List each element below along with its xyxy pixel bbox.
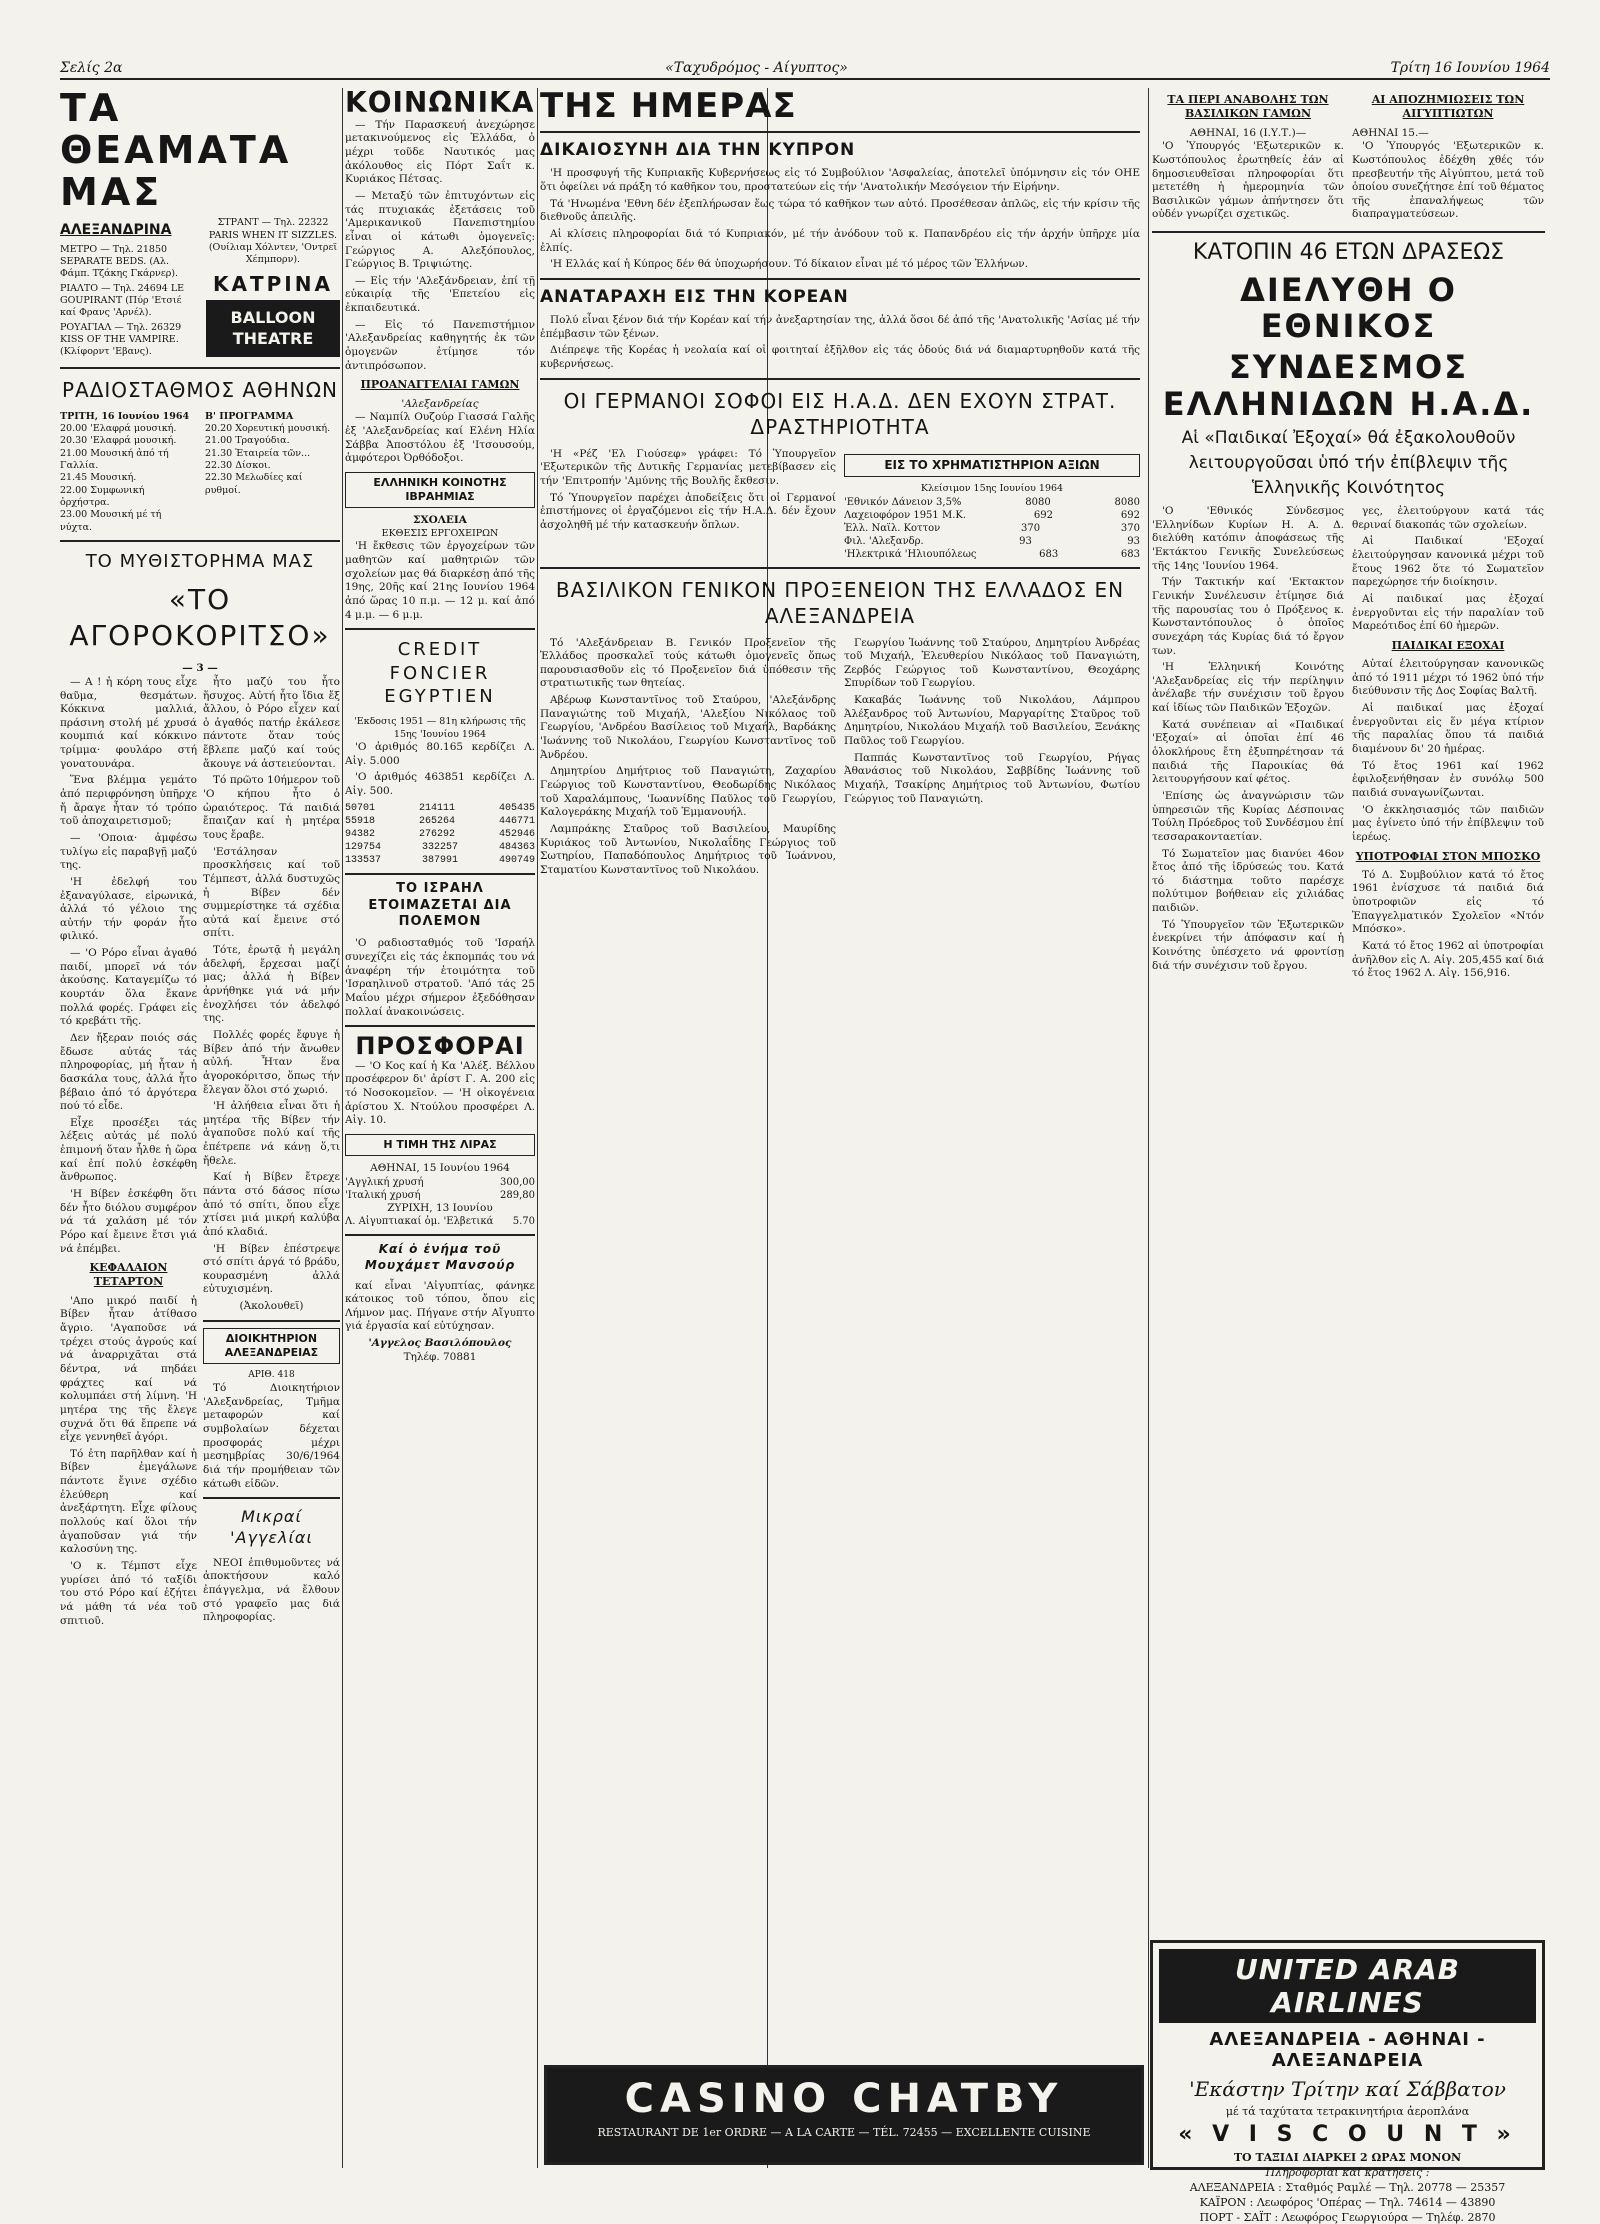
cyprus-paragraph: 'Η προσφυγή τῆς Κυπριακῆς Κυβερνήσεως εἰς τό Συμβούλιον 'Ασφαλείας, ἀποτελεῖ ὑπόμνησιν εἰς τόν ΟΗΕ ὅτι ὀφείλει νά πράξη τό καθῆκον του, προστατεύων εἰς τήν 'Ανατολικήν Μεσόγειον τήν Εἰρήνην.: [540, 167, 1140, 194]
casino-chatby-ad: [544, 2065, 1144, 2165]
community-paragraph: Αἱ παιδικαί μας ἐξοχαί ἐνεργοῦνται εἰς τήν παραλίαν τοῦ Μαρεότιδος ἐπί 60 ἡμερῶν.: [1352, 592, 1544, 633]
consulate-paragraph: Τό 'Αλεξάνδρειαν Β. Γενικόν Προξενεῖον τῆς Ἑλλάδος προσκαλεῖ τούς κάτωθι ὁμογενεῖς ὅπως παρουσιασθοῦν εἰς τό Προξενεῖον διά ὑπόθεσιν τῆς στρατιωτικῆς των θητείας.: [540, 636, 836, 690]
radio-item: 20.00 'Ελαφρά μουσική.: [60, 423, 177, 435]
social-title: ΚΟΙΝΩΝΙΚΑ: [345, 86, 535, 119]
city-heading: ΑΛΕΞΑΝΔΡΙΝΑ: [60, 222, 172, 239]
uaa-portsaid: ΠΟΡΤ - ΣΑΪΤ : Λεωφόρος Γεωργιούρα — Τηλέφ. 2870: [1199, 2211, 1496, 2224]
novel-paragraph: 'Εστάλησαν προσκλήσεις καί τοῦ Τέμπεστ, ἀλλά δυστυχῶς ἡ Βίβεν δέν συμμερίστηκε τά σχέδια αὐτά καί ἔμεινε στό σπίτι.: [203, 845, 340, 940]
offers-text: — 'Ο Κος καί ἡ Κα 'Αλέξ. Βέλλου προσέφερον δι' ἀρίστ Γ. Α. 200 εἰς τό Νοσοκομεῖον. — 'Η οἰκογένεια ἀρίστου Χ. Ντούλου προσφέρει Λ. Αἰγ. 10.: [345, 1059, 535, 1127]
gold-title: Η ΤΙΜΗ ΤΗΣ ΛΙΡΑΣ: [345, 1134, 535, 1156]
novel-paragraph: Ἕνα βλέμμα γεμάτο ἀπό περιφρόνηση ὑπῆρχε ἤ ἄραγε ἦταν τό τρόπο τοῦ ἀποχαιρετισμοῦ;: [60, 774, 197, 828]
gold-row: 'Ιταλική χρυσή 289,80: [345, 1189, 535, 1201]
casino-sub: RESTAURANT DE 1er ORDRE — A LA CARTE — TÉL. 72455 — EXCELLENTE CUISINE: [597, 2126, 1091, 2139]
community-paragraph: 'Επίσης ὡς ἀναγνώρισιν τῶν ὑπηρεσιῶν τῆς Κυρίας Δέσποινας Τούλη Πρόεδρος τοῦ Συνδέσμου ἐπί τεσσαρακονταετίαν.: [1152, 789, 1344, 843]
community-paragraph: 'Ο ἐκκλησιασμός τῶν παιδιῶν μας ἐγίνετο ὑπό τήν ἐπίβλεψιν τοῦ ἱερέως.: [1352, 803, 1544, 843]
school-title: ΣΧΟΛΕΙΑ: [413, 514, 467, 527]
community-title: ΕΛΛΗΝΙΚΗ ΚΟΙΝΟΤΗΣ ΙΒΡΑΗΜΙΑΣ: [345, 472, 535, 509]
today-title: ΤΗΣ ΗΜΕΡΑΣ: [540, 86, 797, 126]
community-paragraph: 'Ο 'Εθνικός Σύνδεσμος 'Ελληνίδων Κυρίων Η. Α. Δ. διελύθη κατόπιν ἀποφάσεως τῆς 'Εκτάκτου Γενικῆς Συνελεύσεως τῆς 14ης 'Ιουνίου 1964.: [1152, 505, 1344, 572]
stock-row: Ἑλλ. Ναϊλ. Κοττον 370 370: [844, 522, 1140, 534]
issue-date: Τρίτη 16 Ιουνίου 1964: [1390, 60, 1550, 76]
cyprus-paragraph: Τά 'Ηνωμένα 'Εθνη δέν ἐξεπλήρωσαν ἕως τώρα τό καθῆκον των αὐτό. Προσέθεσαν ἁπλῶς, εἰς τήν κρίσιν τῆς διεθνοῦς ἀπειλῆς.: [540, 197, 1140, 224]
uaa-info: Πληροφορίαι καί κρατήσεις :: [1265, 2166, 1430, 2179]
novel-paragraph: 'Απο μικρό παιδί ἡ Βίβεν ἦταν ἀτίθασο ἄγριο. 'Αγαποῦσε νά τρέχει στούς ἀγρούς καί νά ἀναρριχᾶται στά δέντρα, νά πηδάει φράχτες καί νά κολυμπάει στή λίμνη. 'Η μητέρα της τῆς ἔλεγε συχνά ὅτι θά ἔπρεπε νά εἶχε γεννηθεῖ ἀγόρι.: [60, 1294, 197, 1444]
mansour-text: καί εἶναι 'Αἰγυπτίας, φάνηκε κάτοικος τοῦ τόπου, ὄπου εἰς Λήμνον μας. Πήγανε στήν Αἴγυπτο γιά ἐργασία καί εὐτύχησαν.: [345, 1279, 535, 1333]
gold-city-2: ΖΥΡΙΧΗ, 13 Ιουνίου: [387, 1201, 493, 1214]
uaa-duration: ΤΟ ΤΑΞΙΔΙ ΔΙΑΡΚΕΙ 2 ΩΡΑΣ ΜΟΝΟΝ: [1233, 2151, 1462, 2164]
cinema-listing: ΜΕΤΡΟ — Τηλ. 21850 SEPARATE BEDS. (Αλ. Φάμπ. Τζάκης Γκάρνερ).: [60, 243, 179, 280]
paper-name: «Ταχυδρόμος - Αίγυπτος»: [665, 60, 848, 76]
stock-row: 'Εθνικόν Δάνειον 3,5% 8080 8080: [844, 496, 1140, 508]
novel-paragraph: Τό ἐτη παρῆλθαν καί ἡ Βίβεν ἐμεγάλωνε πάντοτε ἔγινε σχέδιο ἐλεύθερη καί ἀνεξάρτητη. Εἶχε φίλους πολλούς καί ὅλοι τήν ἀγαποῦσαν γιά τήν καλοσύνη της.: [60, 1447, 197, 1556]
royal-city: ΑΘΗΝΑΙ, 16 (Ι.Υ.Τ.)—: [1189, 126, 1307, 139]
german-paragraph: Τό Ὑπουργεῖον παρέχει ἀποδείξεις ὅτι οἱ Γερμανοί ἐπιστήμονες οἱ ἐργαζόμενοι εἰς τήν Η.Α.Δ. δέν ἔχουν ἀσχοληθῆ μέ τήν κατασκευήν ὅπλων.: [540, 491, 836, 531]
stock-row: Φιλ. 'Αλεξανδρ. 93 93: [844, 535, 1140, 547]
cinema-listing: ΣΤΡΑΝΤ — Τηλ. 22322 PARIS WHEN IT SIZZLES. (Ουίλιαμ Χόλντεν, 'Οντρεϊ Χέπμπορν).: [208, 217, 338, 266]
headline-main: ΔΙΕΛΥΘΗ Ο ΕΘΝΙΚΟΣ: [1240, 270, 1457, 346]
consulate-paragraph: Λαμπράκης Σταῦρος τοῦ Βασιλείου, Μαυρίδης Κυριάκος τοῦ Ἀντωνίου, Νικολαΐδης Γεώργιος τοῦ Σωτηρίου, Παπαδόπουλος Δημήτριος τοῦ Ἰωάννου, Σταματίου Κωνσταντῖνος τοῦ Νικολάου.: [540, 822, 836, 876]
credit-line: 'Ο ἀριθμός 463851 κερδίζει Λ. Αἰγ. 500.: [345, 771, 535, 798]
column-rule: [342, 88, 343, 2168]
cinema-listing: ΡΟΥΑΓΙΑΛ — Τηλ. 26329 KISS OF THE VAMPIRE. (Κλίφορντ 'Εβανς).: [60, 321, 182, 358]
community-paragraph: Αἱ παιδικαί μας ἐξοχαί ἐνεργοῦνται εἰς ἕν μέγα κτίριον τῆς παραλίας ὅπου τά παιδιά διαμένουν δι' 20 ἡμέρας.: [1352, 702, 1544, 756]
novel-paragraph: Καί ἡ Βίβεν ἔτρεχε πάντα στό δάσος πίσω ἀπό τό σπίτι, ὅπου εἶχε χτίσει μιά μικρή καλύβα ἀπό κλαδιά.: [203, 1171, 340, 1238]
cyprus-paragraph: 'Η Ελλάς καί ἡ Κύπρος δέν θά ὑποχωρήσουν. Τό δίκαιον εἶναι μέ τό μέρος τῶν Ἑλλήνων.: [550, 258, 1029, 271]
stock-row: 'Ηλεκτρικά 'Ηλιουπόλεως 683 683: [844, 548, 1140, 560]
page-header: [60, 58, 1550, 80]
compensation-city: ΑΘΗΝΑΙ 15.—: [1352, 126, 1429, 139]
uaa-logo: UNITED ARAB AIRLINES: [1159, 1949, 1536, 2023]
community-paragraph: Τό Ὑπουργεῖον τῶν Ἐξωτερικῶν ἐνεκρίνει τήν ἀπόφασιν καί ἡ Κοινότης ὑπέσχετο νά φροντίσῃ διά τήν συνέχισιν τοῦ ἔργου.: [1152, 918, 1344, 972]
offers-title: ΠΡΟΣΦΟΡΑΙ: [355, 1032, 525, 1061]
exhibit-text: 'Η ἔκθεσις τῶν ἐργοχείρων τῶν μαθητῶν καί μαθητριῶν τῶν σχολείων μας θά διαρκέσῃ ἀπό τῆς 19ης, 20ῆς καί 21ης Ιουνίου 1964 ἀπό ὥρας 10 π.μ. — 12 μ. καί ἀπό 4 μ.μ. — 6 μ.μ.: [345, 540, 535, 621]
novel-paragraph: 'Η Βίβεν ἐπέστρεψε στό σπίτι ἀργά τό βράδυ, κουρασμένη ἀλλά εὐτυχισμένη.: [203, 1242, 340, 1296]
community-paragraph: Αὐταί ἐλειτούργησαν κανονικῶς ἀπό τό 1911 μέχρι τό 1962 ὑπό τήν διεύθυνσιν τῆς Δος Σοφίας Βαλτῆ.: [1352, 658, 1544, 698]
german-scientists-heading: ΟΙ ΓΕΡΜΑΝΟΙ ΣΟΦΟΙ ΕΙΣ Η.Α.Δ. ΔΕΝ ΕΧΟΥΝ ΣΤΡΑΤ. ΔΡΑΣΤΗΡΙΟΤΗΤΑ: [563, 388, 1117, 439]
novel-paragraph: Δεν ἤξεραν ποιός σάς ἔδωσε αὐτάς τάς πληροφορίας, μή ἦταν ἡ δασκάλα τους, ἀλλά ἦτο βέβαιο ἀπό τό ἀργότερα πού τό εἶδε.: [60, 1031, 197, 1113]
headline-deck: Ἑλληνικῆς Κοινότητος: [1251, 478, 1446, 499]
headline-main: ΣΥΝΔΕΣΜΟΣ ΕΛΛΗΝΙΔΩΝ Η.Α.Δ.: [1162, 348, 1535, 424]
mansour-tel: Τηλέφ. 70881: [403, 1350, 477, 1363]
gold-city: ΑΘΗΝΑΙ, 15 Ιουνίου 1964: [370, 1162, 510, 1175]
uaa-route: ΑΛΕΞΑΝΔΡΕΙΑ - ΑΘΗΝΑΙ - ΑΛΕΞΑΝΔΡΕΙΑ: [1209, 2029, 1486, 2071]
israel-text: 'Ο ραδιοσταθμός τοῦ 'Ισραήλ συνεχίζει εἰς τάς ἐκπομπάς του νά ἀναφέρη τήν ἑτοιμότητα τοῦ 'Ισραηλινοῦ στρατοῦ. 'Από τάς 25 Μαΐου μέχρι σήμερον ἐξεδόθησαν πολλαί ἀνακοινώσεις.: [345, 937, 535, 1018]
novel-label: ΤΟ ΜΥΘΙΣΤΟΡΗΜΑ ΜΑΣ: [85, 551, 315, 573]
column-social: [345, 88, 535, 2058]
classifieds-text: ΝΕΟΙ ἐπιθυμοῦντες νά ἀποκτήσουν καλό ἐπάγγελμα, νά ἔλθουν στό γραφεῖο μας διά πληροφορίας.: [203, 1556, 340, 1624]
radio-program-2: Β' ΠΡΟΓΡΑΜΜΑ: [205, 410, 294, 422]
balloon-theatre-ad: BALLOON THEATRE: [206, 300, 340, 358]
housing-title: ΔΙΟΙΚΗΤΗΡΙΟΝ ΑΛΕΞΑΝΔΡΕΙΑΣ: [203, 1328, 340, 1365]
community-paragraph: Κατά συνέπειαν αἱ «Παιδικαί 'Εξοχαί» αἱ ὁποῖαι ἐπί 46 ὁλοκλήρους ἔτη ἐξυπηρέτησαν τά παιδιά τῆς Παροικίας θά λειτουργήσουν καί φέτος.: [1152, 718, 1344, 786]
novel-paragraph: 'Η ἐδελφή του ἐξαναγύλασε, εἰρωνικά, ἀλλά τό γέλοιο της αὐτήν τήν φοράν ἦτο φιλικό.: [60, 875, 197, 943]
compensation-text: 'Ο Ὑπουργός 'Εξωτερικῶν κ. Κωστόπουλος ἐδέχθη χθές τόν πρεσβευτήν τῆς Αἰγύπτου, μετά τοῦ ὁποίου συνεζήτησε ἐπί τοῦ θέματος τῆς ἐπαναλήψεως τῶν διαπραγματεύσεων.: [1352, 140, 1544, 221]
community-paragraph: 'Η Ἑλληνική Κοινότης 'Αλεξανδρείας εἰς τήν περίληψιν ἀνέλαβε τήν συνέχισιν τοῦ ἔργου καί ἰδίως τῶν Παιδικῶν Ἐξοχῶν.: [1152, 661, 1344, 715]
royal-text: 'Ο Ὑπουργός 'Εξωτερικῶν κ. Κωστόπουλος ἐρωτηθείς ἐάν αἱ δημοσιευθεῖσαι πληροφορίαι ὅτι μετετέθη ἡ ἡμερομηνία τῶν Βασιλικῶν γάμων ἀπήντησεν ὅτι οὐδέν γνωρίζει σχετικῶς.: [1152, 140, 1344, 221]
novel-paragraph: — 'Οποια· ἀμφέσω τυλίγω εἰς παραβγῇ μαζύ της.: [60, 831, 197, 872]
german-paragraph: 'Η «Ρέζ 'Ελ Γιούσεφ» γράφει: Τό Ὑπουργεῖον 'Εξωτερικῶν τῆς Δυτικῆς Γερμανίας μετεβίβασεν εἰς τήν 'Επιτροπήν 'Αμύνης τῆς Βουλῆς ἔκθεσιν.: [540, 447, 836, 487]
novel-paragraph: 'Η ἀλήθεια εἶναι ὅτι ἡ μητέρα τῆς Βίβεν τήν ἀγαποῦσε πολύ καί τῆς ἐπέτρεπε νά κάνῃ ὅ,τι ἤθελε.: [203, 1100, 340, 1167]
consulate-paragraph: Παππάς Κωνσταντῖνος τοῦ Γεωργίου, Ρήγας Ἀθανάσιος τοῦ Νικολάου, Σαββίδης Ἰωάννης τοῦ Μιχαήλ, Τσακίρης Δημήτριος τοῦ Ἀντωνίου, Φωτίου Γεώργιος τοῦ Παναγιώτη.: [844, 751, 1140, 805]
community-paragraph: Τό Σωματεῖον μας διανύει 46ον ἔτος ἀπό τῆς ἱδρύσεώς του. Κατά τό διάστημα τοῦτο παρέσχε πολύτιμον βοήθειαν εἰς χιλιάδας παιδιῶν.: [1152, 847, 1344, 915]
uaa-plane: μέ τά ταχύτατα τετρακινητήρια ἀεροπλάνα: [1225, 2105, 1470, 2118]
korea-paragraph: Πολύ εἶναι ξένον διά τήν Κορέαν καί τήν ἀνεξαρτησίαν της, ἀλλά ὅσοι δέ ἀπό τῆς 'Ανατολικῆς 'Ασίας μέ τήν ἐπέμβασιν τῶν ξένων.: [540, 314, 1140, 340]
novel-paragraph: Τότε, ἐρωτᾷ ἡ μεγάλη ἀδελφή, ἔρχεσαι μαζί μας; ἀλλά ἡ Βίβεν ἀρνήθηκε γιά νά μήν ἐνοχλήσει τόν ἀδελφό της.: [203, 944, 340, 1025]
children-camp-heading: ΠΑΙΔΙΚΑΙ ΕΞΟΧΑΙ: [1391, 638, 1505, 652]
mansour-sign: 'Αγγελος Βασιλόπουλος: [368, 1337, 512, 1350]
column-community: [1152, 88, 1545, 1933]
credit-foncier-title: CREDIT FONCIER EGYPTIEN: [384, 639, 496, 708]
radio-item: 23.00 Μουσική μέ τή νύχτα.: [60, 509, 162, 533]
novel-paragraph: — 'Ο Ρόρο εἶναι ἀγαθό παιδί, μπορεῖ νά τόν ἀκούσης. Καταγεμίζω τό κουρτάν ὅλα ἔκανε πολλά φορές. Γράφει εἰς τό κρεβάτι τῆς.: [60, 947, 197, 1028]
chapter-heading: ΚΕΦΑΛΑΙΟΝ ΤΕΤΑΡΤΟΝ: [89, 1261, 168, 1289]
radio-item: 21.30 Ἑταιρεία τῶν...: [205, 447, 311, 459]
novel-paragraph: 'Η Βίβεν ἐσκέφθη ὅτι δέν ἦτο διόλου συμφέρον νά τά χαλάση μέ τόν Ρόρο καί ἔμεινε ἔτσι γιά νά ἐπέμβει.: [60, 1187, 197, 1255]
novel-title: «ΤΟ ΑΓΟΡΟΚΟΡΙΤΣΟ»: [69, 582, 331, 652]
social-item: — Μεταξύ τῶν ἐπιτυχόντων εἰς τάς πτυχιακάς ἐξετάσεις τοῦ 'Αμερικανικοῦ Πανεπιστημίου εἶναι οἱ κάτωθι ὁμογενεῖς: Γεώργιος Α. Αλεξόπουλος, Γεώργιος Β. Τριψιώτης.: [345, 190, 535, 271]
united-arab-airlines-ad: [1150, 1940, 1545, 2224]
uaa-cairo: ΚΑΪΡΟΝ : Λεωφόρος 'Οπέρας — Τηλ. 74614 — 43890: [1199, 2196, 1496, 2209]
theatres-title: ΤΑ ΘΕΑΜΑΤΑ ΜΑΣ: [60, 86, 292, 214]
korea-heading: ΑΝΑΤΑΡΑΧΗ ΕΙΣ ΤΗΝ ΚΟΡΕΑΝ: [540, 286, 849, 307]
credit-sub: 'Εκδοσις 1951 — 81η κλήρωσις τῆς 15ης 'Ιουνίου 1964: [354, 716, 526, 740]
housing-number: ΑΡΙΘ. 418: [248, 1370, 295, 1381]
community-paragraph: Αἱ Παιδικαί 'Εξοχαί ἐλειτούργησαν κανονικά μέχρι τοῦ ἔτους 1962 ὅτε τό Σωματεῖον παρεχώρησε τήν διοίκησιν.: [1352, 535, 1544, 589]
katrina-ad: ΚΑΤΡΙΝΑ: [213, 271, 333, 296]
classifieds-title: Μικραί 'Αγγελίαι: [230, 1507, 313, 1547]
novel-paragraph: Εἶχε προσέξει τάς λέξεις αὐτάς μέ πολύ ἐπιμονή ὅταν ἦλθε ἡ ὥρα καί ἐπί πολύ ἐσκέφθη ἄνθρωπος.: [60, 1116, 197, 1184]
novel-paragraph: — Α ! ἡ κόρη τους εἶχε θαῦμα, θεσμάτων. Κόκκινα μαλλιά, πράσινη στολή μέ χρυσά κουμπιά καί κόκκινο τρίμμα· φουλάρο στή γονατουνάρα.: [60, 675, 197, 770]
cinema-listing: ΡΙΑΛΤΟ — Τηλ. 24694 LE GOUPIRANT (Πύρ 'Ετσιέ καί Φρανς 'Αρνέλ).: [60, 282, 185, 319]
lottery-numbers: 50701 214111 405435 55918 265264 446771 94382 276292 452946 129754 332257 484363 133537 387991 490749: [345, 802, 535, 866]
radio-item: 21.45 Μουσική.: [60, 472, 137, 484]
community-paragraph: Τήν Τακτικήν καί 'Εκτακτον Γενικήν Συνέλευσιν ἐτίμησε διά τῆς παρουσίας του ὁ Πρόξενος κ. Κωνσταντόπουλος ὁ ὁποῖος συνεχάρη τάς Κυρίας διά τό ἔργον των.: [1152, 576, 1344, 657]
column-rule: [1148, 88, 1149, 2168]
uaa-alex: ΑΛΕΞΑΝΔΡΕΙΑ : Σταθμός Ραμλέ — Τηλ. 20778 — 25357: [1189, 2181, 1506, 2194]
headline-kicker: ΚΑΤΟΠΙΝ 46 ΕΤΩΝ ΔΡΑΣΕΩΣ: [1192, 240, 1505, 266]
radio-item: 20.30 'Ελαφρά μουσική.: [60, 435, 177, 447]
headline-deck: Αἱ «Παιδικαί Ἐξοχαί» θά ἐξακολουθοῦν: [1181, 427, 1516, 448]
wedding-title: ΠΡΟΑΝΑΓΓΕΛΙΑΙ ΓΑΜΩΝ: [360, 378, 520, 392]
radio-item: 22.00 Συμφωνική ὀρχήστρα.: [60, 484, 145, 509]
wedding-text: — Ναμπίλ Ουζούρ Γιασσά Γαλῆς ἐξ 'Αλεξανδρείας καί Ελένη Ηλία Σάββα Ἀποστόλου ἐξ 'Ιτσουσούμ, ἀμφότεροι Ὀρθόδοξοι.: [345, 411, 535, 465]
radio-title: ΡΑΔΙΟΣΤΑΘΜΟΣ ΑΘΗΝΩΝ: [61, 377, 338, 402]
casino-title: CASINO CHATBY: [624, 2076, 1064, 2122]
uaa-model: « V I S C O U N T »: [1178, 2122, 1517, 2147]
cyprus-heading: ΔΙΚΑΙΟΣΥΝΗ ΔΙΑ ΤΗΝ ΚΥΠΡΟΝ: [540, 140, 856, 161]
column-today: [540, 88, 1140, 2058]
social-item: — Εἰς τήν 'Αλεξάνδρειαν, ἐπί τῇ εὐκαιρίᾳ τῆς 'Επετείου εἰς ἐκπαιδευτικά.: [345, 274, 535, 315]
scholarships-heading: ΥΠΟΤΡΟΦΙΑΙ ΣΤΟΝ ΜΠΟΣΚΟ: [1355, 849, 1541, 863]
column-rule: [537, 88, 538, 2168]
novel-paragraph: ἦτο μαζύ του ἦτο ἥσυχος. Αὐτή ἦτο ἴδια ἔξ ἄλλου, ὁ Ρόρο εἶχεν καί ὁ ἀγαθός πατήρ ἐκάλεσε πάντοτε ὅταν τούς ἔβλεπε μαζύ καί τούς ἄκουγε νά ἀστειεύονται.: [203, 675, 340, 770]
social-item: — Τήν Παρασκευή ἀνεχώρησε μετακινούμενος εἰς Ἑλλάδα, ὁ μέχρι τοῦδε Ναυτικός μας ἀκόλουθος εἰς Πόρτ Σαΐτ κ. Κυριάκος Πέτσας.: [345, 118, 535, 186]
radio-date: ΤΡΙΤΗ, 16 Ιουνίου 1964: [60, 410, 190, 422]
wedding-city: 'Αλεξανδρείας: [401, 397, 479, 410]
column-theatres-novel: [60, 88, 340, 2178]
stock-row: Λαχειοφόρον 1951 Μ.Κ. 692 692: [844, 509, 1140, 521]
radio-item: 22.30 Δίσκοι.: [205, 460, 271, 472]
community-paragraph: Τό ἔτος 1961 καί 1962 ἐφιλοξενήθησαν ἐν συνόλῳ 500 παιδιά συναγωνίζωνται.: [1352, 759, 1544, 799]
israel-title: ΤΟ ΙΣΡΑΗΛ ΕΤΟΙΜΑΖΕΤΑΙ ΔΙΑ ΠΟΛΕΜΟΝ: [368, 880, 512, 930]
gold-row: Λ. Αἰγυπτιακαί ὁμ. 'Ελβετικά 5.70: [345, 1216, 535, 1228]
novel-paragraph: Πολλές φορές ἔφυγε ἡ Βίβεν ἀπό τήν ἄνωθεν αὐλή. Ἦταν ἕνα ἀγοροκόριτσο, ὅπως τήν ἔλεγαν ὅλοι στό χωριό.: [203, 1028, 340, 1096]
community-paragraph: Κατά τό ἔτος 1962 αἱ ὑποτροφίαι ἀνῆλθον εἰς Λ. Αἰγ. 205,455 καί διά τό ἔτος 1962 Λ. Αἰγ. 156,916.: [1352, 940, 1544, 980]
consulate-paragraph: Αβέρωφ Κωνσταντῖνος τοῦ Σταύρου, 'Αλεξάνδρης Παναγιώτης τοῦ Μιχαήλ, 'Αλεξίου Νικόλαος τοῦ Γεωργίου, 'Ανδρέου Βασίλειος τοῦ Μιχαήλ, Βαρδάκης 'Ιωάννης τοῦ Νικολάου, Γεωργίου Κωνσταντῖνος τοῦ Ἀνδρέου.: [540, 694, 836, 761]
korea-paragraph: Διέπρεψε τῆς Κορέας ἡ νεολαία καί οἱ φοιτηταί ἐξῆλθον εἰς τάς ὁδούς διά νά διαμαρτυρηθοῦν κατά τῆς κυβερνήσεως.: [540, 344, 1140, 370]
consulate-paragraph: Κακαβάς Ἰωάννης τοῦ Νικολάου, Λάμπρου Ἀλέξανδρος τοῦ Ἀντωνίου, Μαργαρίτης Σταῦρος τοῦ Δημητρίου, Νικολάου Μιχαήλ τοῦ Βασιλείου, Ξενάκης Παῦλος τοῦ Γεωργίου.: [844, 694, 1140, 748]
community-paragraph: γες, ἐλειτούργουν κατά τάς θεριναί διακοπάς τῶν σχολείων.: [1352, 505, 1544, 531]
social-item: — Εἰς τό Πανεπιστήμιον 'Αλεξανδρείας καθηγητής ἐκ τῶν ὁμογενῶν ἐτίμησε τόν ἀντιπρόσωπον.: [345, 318, 535, 372]
exhibit-title: ΕΚΘΕΣΙΣ ΕΡΓΟΧΕΙΡΩΝ: [381, 528, 499, 540]
page-number: Σελίς 2α: [60, 60, 123, 76]
royal-wedding-title: ΤΑ ΠΕΡΙ ΑΝΑΒΟΛΗΣ ΤΩΝ ΒΑΣΙΛΙΚΩΝ ΓΑΜΩΝ: [1167, 93, 1329, 121]
radio-item: 22.30 Μελωδίες καί ρυθμοί.: [205, 472, 303, 496]
stocks-title: ΕΙΣ ΤΟ ΧΡΗΜΑΤΙΣΤΗΡΙΟΝ ΑΞΙΩΝ: [844, 454, 1140, 478]
gold-row: 'Αγγλική χρυσή 300,00: [345, 1176, 535, 1188]
continued-note: (Ἀκολουθεῖ): [239, 1300, 304, 1313]
novel-paragraph: Τό πρῶτο 10ήμερον τοῦ 'Ο κήπου ἦτο ὁ ὡραιότερος. Τά παιδιά ἔπαιζαν καί ἡ μητέρα τους ἔραβε.: [203, 774, 340, 841]
credit-line: 'Ο ἀριθμός 80.165 κερδίζει Λ. Αἰγ. 5.000: [345, 741, 535, 767]
community-paragraph: Τό Δ. Συμβούλιον κατά τό ἔτος 1961 ἐνίσχυσε τά παιδιά διά ὑποτροφιῶν εἰς τό Ἐπαγγελματικόν Σχολεῖον «Ντόν Μπόσκο».: [1352, 868, 1544, 936]
radio-item: 20.20 Χορευτική μουσική.: [205, 423, 331, 435]
stocks-sub: Κλείσιμον 15ης Ιουνίου 1964: [920, 483, 1064, 495]
compensation-title: ΑΙ ΑΠΟΖΗΜΙΩΣΕΙΣ ΤΩΝ ΑΙΓΥΠΤΙΩΤΩΝ: [1371, 93, 1525, 121]
radio-item: 21.00 Μουσική ἀπό τή Γαλλία.: [60, 447, 169, 472]
radio-item: 21.00 Τραγούδια.: [205, 435, 290, 447]
housing-text: Τό Διοικητήριον 'Αλεξανδρείας, Τμῆμα μεταφορών καί συμβολαίων δέχεται προσφοράς μέχρι μεσημβρίας 30/6/1964 διά τήν προμήθειαν τῶν κάτωθι εἰδῶν.: [203, 1382, 340, 1490]
headline-deck: λειτουργοῦσαι ὑπό τήν ἐπίβλεψιν τῆς: [1188, 452, 1509, 473]
novel-installment: — 3 —: [182, 662, 218, 675]
consulate-heading: ΒΑΣΙΛΙΚΟΝ ΓΕΝΙΚΟΝ ΠΡΟΞΕΝΕΙΟΝ ΤΗΣ ΕΛΛΑΔΟΣ ΕΝ ΑΛΕΞΑΝΔΡΕΙΑ: [555, 577, 1125, 628]
consulate-paragraph: Δημητρίου Δημήτριος τοῦ Παναγιώτη, Ζαχαρίου Γεώργιος τοῦ Κωνσταντίνου, Θεοδωρίδης Νικόλαος τοῦ Χαραλάμπους, 'Ιωαννίδης Παῦλος τοῦ Γεωργίου, Καλογεράκης Μιχαήλ τοῦ Ἐμμανουήλ.: [540, 765, 836, 819]
mansour-title: Καί ὁ ἐνήμα τοῦ Μουχάμετ Μανσούρ: [364, 1242, 516, 1272]
consulate-paragraph: Γεωργίου Ἰωάννης τοῦ Σταύρου, Δημητρίου Ἀνδρέας τοῦ Μιχαήλ, Ἐλευθερίου Νικόλαος τοῦ Παναγιώτη, Ζερβός Γεώργιος τοῦ Κωνσταντίνου, Θεοχάρης Σπυρίδων τοῦ Γεωργίου.: [844, 636, 1140, 690]
uaa-days: 'Εκάστην Τρίτην καί Σάββατον: [1189, 2077, 1506, 2101]
cyprus-paragraph: Αἱ κλίσεις πληροφορίαι διά τό Κυπριακόν, μέ τήν ἀνόδουν τοῦ κ. Παπανδρέου εἰς τήν ἀρχήν ὑπῆρχε μία ἐλπίς.: [540, 228, 1140, 254]
novel-paragraph: 'Ο κ. Τέμπστ εἶχε γυρίσει ἀπό τό ταξίδι του στό Ρόρο καί ἐζήτει νά μάθη τά νέα τοῦ σπιτιοῦ.: [60, 1559, 197, 1627]
